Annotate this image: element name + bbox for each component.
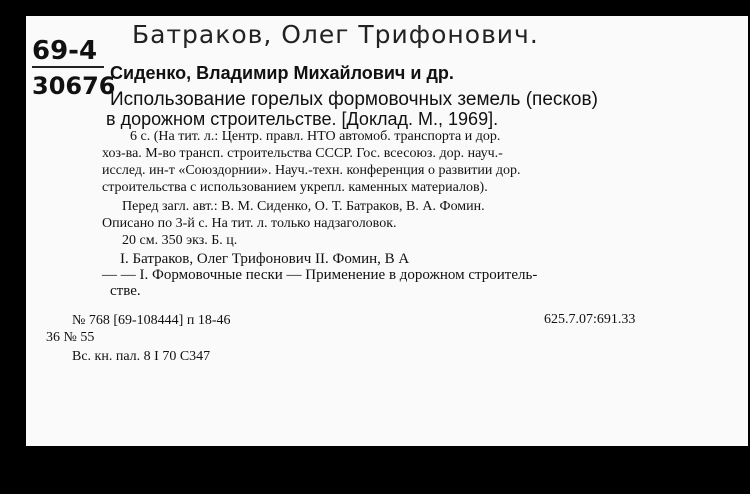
call-number-top: 69-4: [32, 36, 98, 66]
call-number-bottom: 30676: [32, 72, 116, 100]
scan-border: [0, 446, 750, 494]
desc-line-3: исслед. ин-т «Союздорнии». Науч.-техн. конференция о развитии дор.: [102, 163, 521, 178]
tracing-line-3: стве.: [110, 283, 141, 299]
desc-line-2: хоз-ва. М-во трансп. строительства СССР. Гос. всесоюз. дор. науч.-: [102, 146, 503, 161]
batch-number: 36 № 55: [46, 330, 95, 345]
catalog-card: [26, 16, 748, 446]
desc-line-7: 20 см. 350 экз. Б. ц.: [122, 233, 238, 248]
tracing-line-1: I. Батраков, Олег Трифонович II. Фомин, В А: [120, 251, 410, 267]
title-line-1: Использование горелых формовочных земель (песков): [110, 89, 598, 110]
udc-code: 625.7.07:691.33: [544, 312, 636, 327]
desc-line-1: 6 с. (На тит. л.: Центр. правл. НТО автомоб. транспорта и дор.: [130, 129, 501, 144]
desc-line-5: Перед загл. авт.: В. М. Сиденко, О. Т. Батраков, В. А. Фомин.: [122, 199, 485, 214]
tracing-line-2: — — I. Формовочные пески — Применение в дорожном строитель-: [102, 267, 538, 283]
record-number: № 768 [69-108444] п 18-46: [72, 313, 231, 328]
author-heading: Сиденко, Владимир Михайлович и др.: [110, 63, 454, 83]
title-line-2: в дорожном строительстве. [Доклад. М., 1969].: [106, 109, 499, 129]
call-number-underline: [32, 66, 104, 68]
handwritten-author-name: Батраков, Олег Трифонович.: [132, 20, 539, 49]
desc-line-6: Описано по 3-й с. На тит. л. только надзаголовок.: [102, 216, 397, 231]
desc-line-4: строительства с использованием укрепл. каменных материалов).: [102, 180, 488, 195]
footer-code: Вс. кн. пал. 8 I 70 С347: [72, 349, 211, 364]
